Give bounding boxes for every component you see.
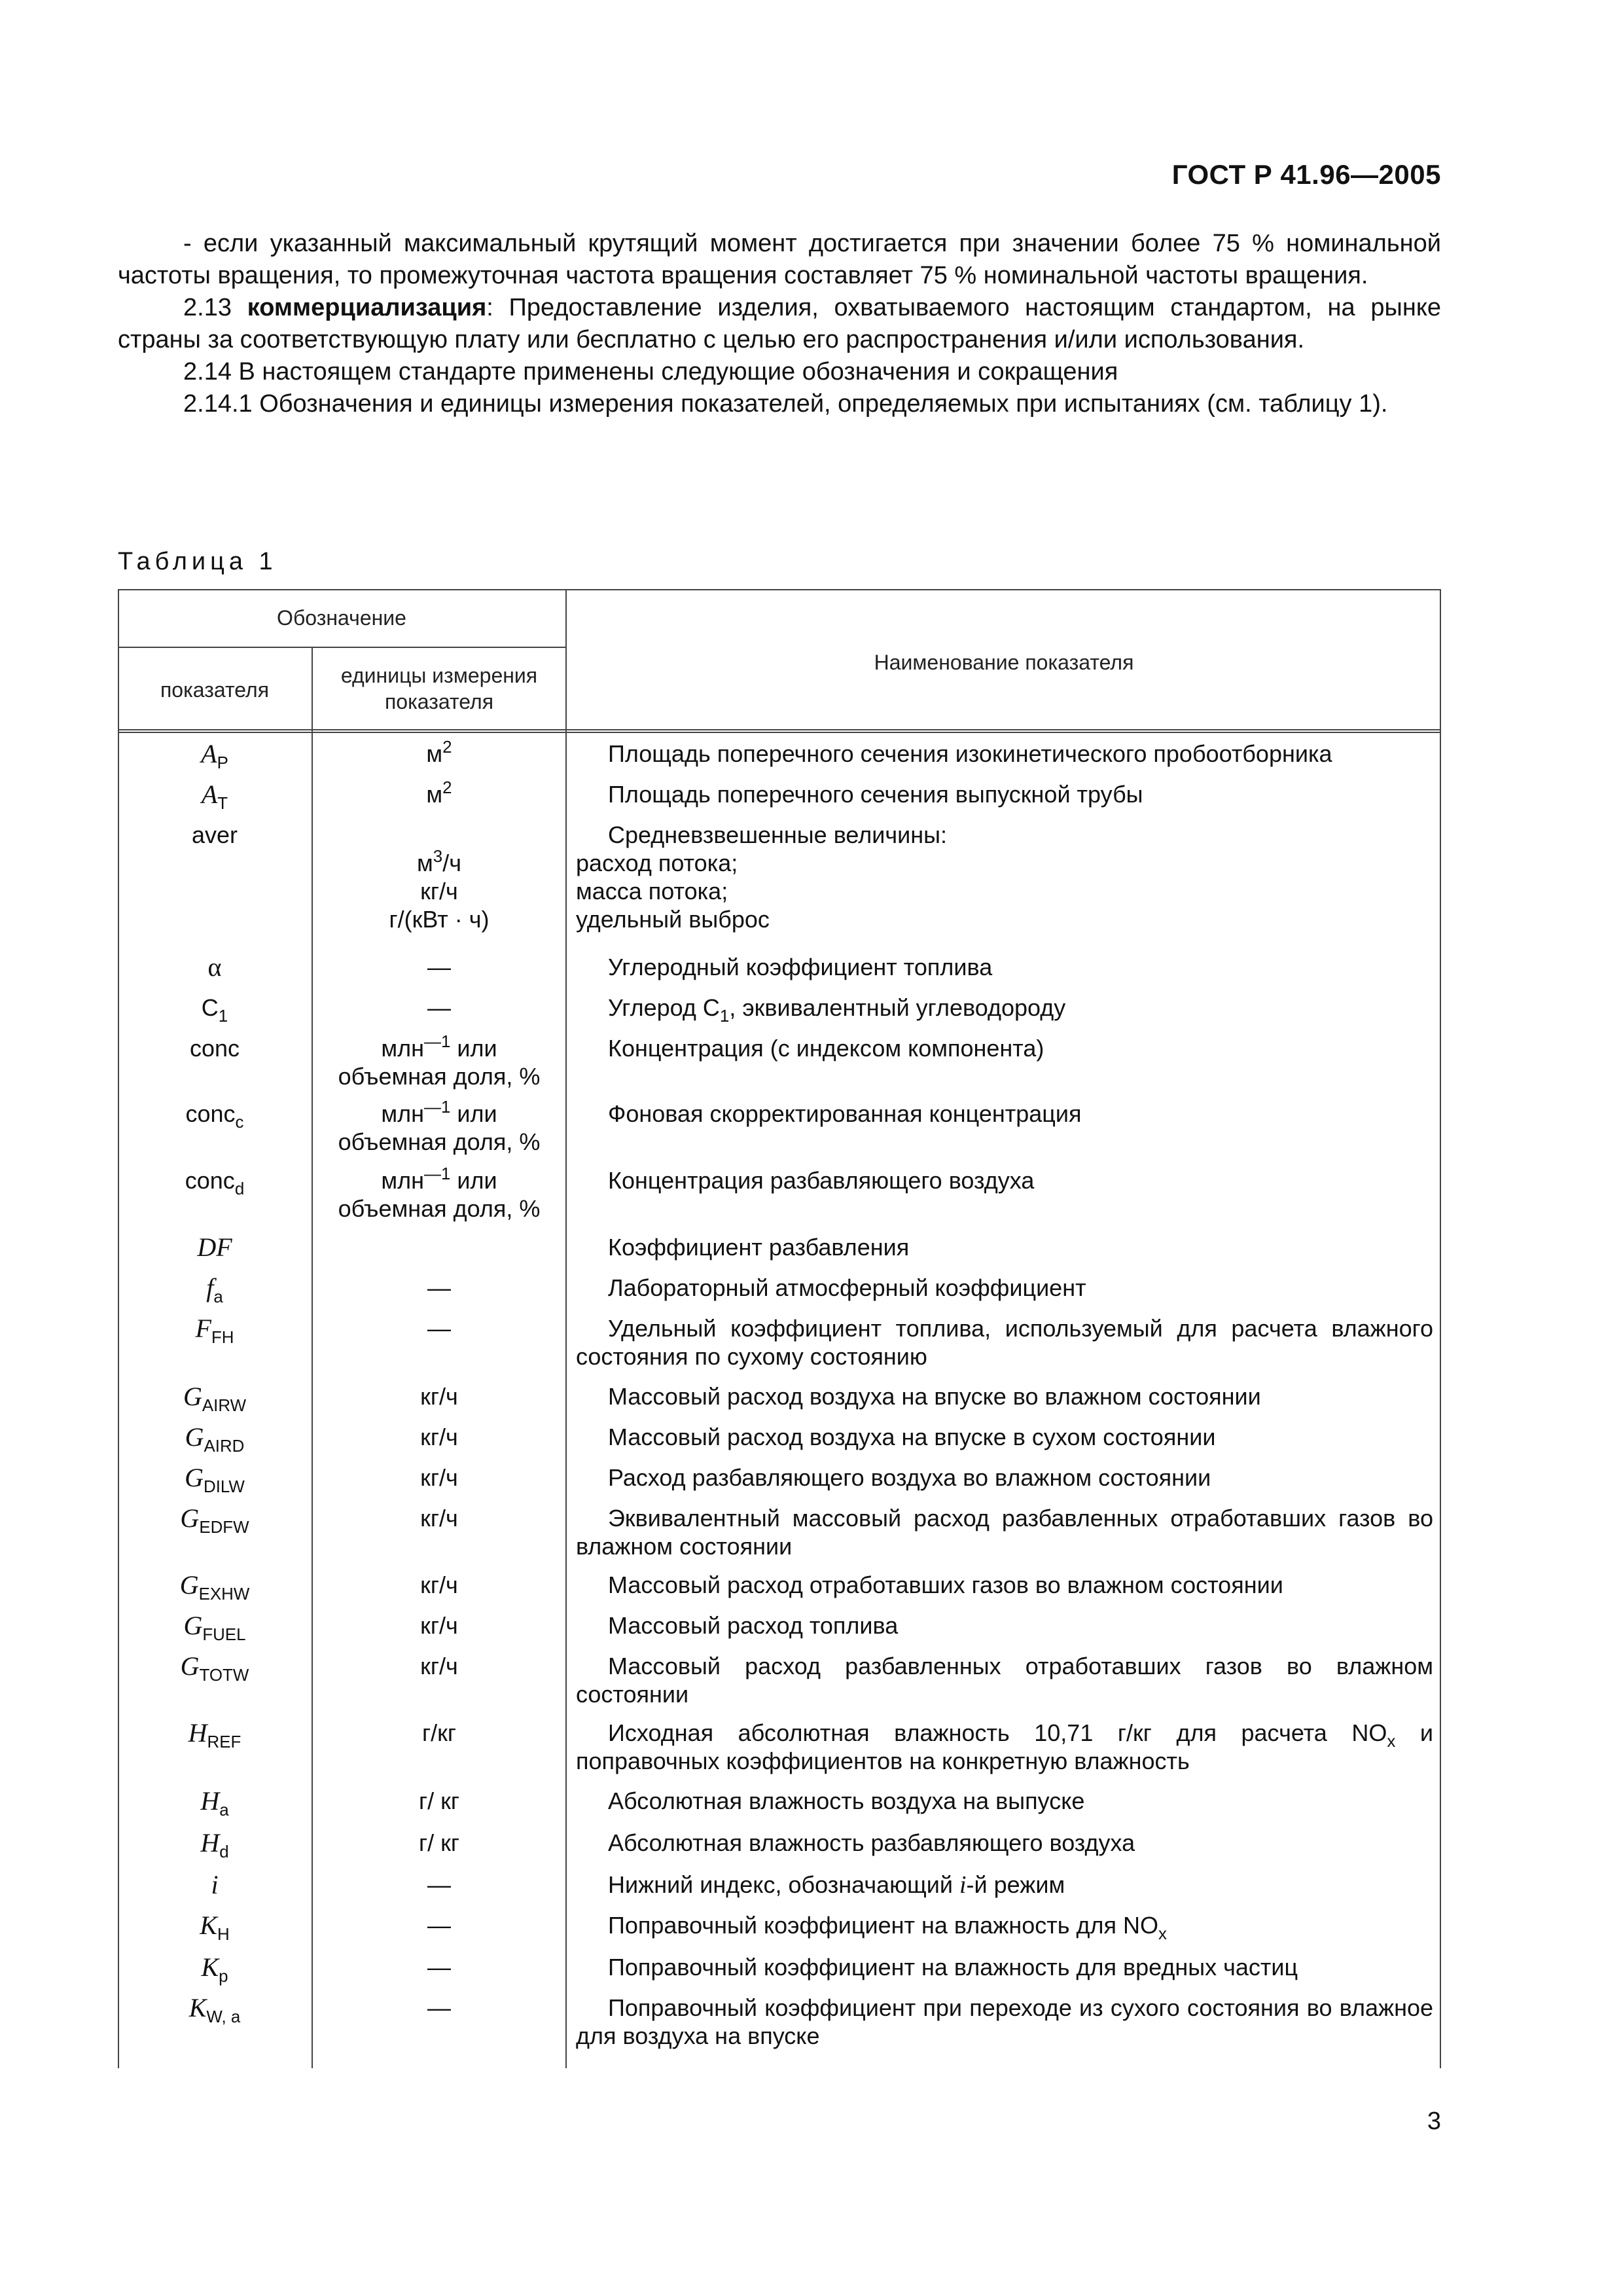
- description-cell: [576, 1382, 1433, 1410]
- unit-cell: [313, 1166, 565, 1223]
- unit-cell: —: [427, 1871, 451, 1898]
- symbol-cell: [118, 1570, 312, 1604]
- unit-cell: г/ кг: [418, 1787, 459, 1814]
- paragraph-units: 2.14.1 Обозначения и единицы измерения показателей, определяемых при испытаниях (см. таблицу 1).: [183, 390, 1388, 418]
- symbol-cell: [118, 1422, 312, 1456]
- column-divider: [565, 589, 567, 2068]
- symbol-base: G: [180, 1651, 200, 1681]
- description-cell: [576, 1787, 1433, 1815]
- unit-cell: [313, 821, 565, 933]
- symbol-subscript: DILW: [204, 1478, 245, 1497]
- unit-line: объемная доля, %: [338, 1195, 541, 1222]
- description-text: Коэффициент разбавления: [608, 1234, 910, 1261]
- symbol-subscript: TOTW: [199, 1666, 249, 1685]
- description-cell: [576, 1463, 1433, 1492]
- description-text: Массовый расход отработавших газов во влажном состоянии: [608, 1571, 1283, 1598]
- description-cell: [576, 780, 1433, 808]
- superscript: 3: [433, 847, 443, 866]
- symbol-subscript: a: [219, 1801, 229, 1820]
- description-text: Поправочный коэффициент на влажность для вредных частиц: [608, 1954, 1298, 1981]
- description-cell: [576, 1871, 1433, 1899]
- symbol-cell: [118, 1463, 312, 1497]
- symbol-cell: [118, 953, 312, 982]
- symbol-base: G: [180, 1503, 200, 1533]
- description-text: Эквивалентный массовый расход разбавленных отработавших газов во влажном состоянии: [576, 1505, 1433, 1560]
- unit-cell: кг/ч: [420, 1653, 458, 1679]
- superscript: —1: [424, 1098, 451, 1117]
- unit-line: млн$^{—1}$ или: [381, 1098, 497, 1127]
- symbol-base: aver: [191, 821, 238, 848]
- symbol-base: H: [200, 1786, 220, 1816]
- description-text: Фоновая скорректированная концентрация: [608, 1100, 1082, 1127]
- description-text: Углеродный коэффициент топлива: [608, 954, 993, 980]
- italic-text: i: [959, 1871, 967, 1899]
- unit-cell: г/кг: [421, 1719, 456, 1746]
- description-line: расход потока;: [576, 850, 738, 876]
- symbol-cell: [118, 1718, 312, 1752]
- unit-cell: кг/ч: [420, 1505, 458, 1532]
- symbol-cell: [118, 1034, 312, 1062]
- term-commercialization: коммерциализация: [247, 294, 487, 321]
- description-text: Нижний индекс, обозначающий i-й режим: [608, 1871, 1065, 1899]
- symbol-base: H: [200, 1828, 220, 1857]
- symbol-cell: [118, 821, 312, 849]
- symbol-cell: [118, 1993, 312, 2027]
- unit-cell: кг/ч: [420, 1464, 458, 1491]
- unit-cell: г/ кг: [418, 1829, 459, 1856]
- symbol-base: G: [179, 1570, 199, 1600]
- symbol-base: i: [211, 1870, 219, 1899]
- description-cell: [576, 1034, 1433, 1062]
- page-number: 3: [1427, 2108, 1441, 2135]
- description-text: Поправочный коэффициент при переходе из сухого состояния во влажное для воздуха на впуске: [576, 1994, 1433, 2049]
- unit-line: объемная доля, %: [338, 1063, 541, 1090]
- symbol-subscript: FUEL: [202, 1626, 246, 1645]
- description-line: Средневзвешенные величины:: [608, 821, 947, 848]
- subscript: x: [1158, 1925, 1167, 1944]
- description-cell: [576, 1504, 1433, 1560]
- description-text: Расход разбавляющего воздуха во влажном состоянии: [608, 1464, 1211, 1491]
- symbol-cell: [118, 1651, 312, 1685]
- symbol-base: conc: [189, 1035, 240, 1062]
- header-divider: [118, 647, 567, 648]
- unit-cell: $м^2$: [426, 738, 452, 767]
- header-indicator: показателя: [160, 678, 270, 702]
- description-text: Площадь поперечного сечения выпускной трубы: [608, 781, 1143, 808]
- unit-line: млн$^{—1}$ или: [381, 1032, 497, 1062]
- symbol-subscript: p: [219, 1967, 228, 1986]
- symbol-cell: [118, 1611, 312, 1645]
- description-text: Абсолютная влажность разбавляющего воздуха: [608, 1829, 1135, 1856]
- unit-line: млн$^{—1}$ или: [381, 1164, 497, 1194]
- symbol-base: G: [185, 1463, 204, 1492]
- unit-cell: —: [427, 1954, 451, 1981]
- description-cell: [576, 1423, 1433, 1451]
- symbol-cell: [118, 1166, 312, 1199]
- unit-cell: —: [427, 1912, 451, 1939]
- description-text: Лабораторный атмосферный коэффициент: [608, 1274, 1086, 1301]
- symbol-base: G: [183, 1611, 203, 1640]
- unit-cell: кг/ч: [420, 1424, 458, 1450]
- description-text: Исходная абсолютная влажность 10,71 г/кг для расчета $NO_x$ и поправочных коэффициентов на конкретную влажность: [576, 1719, 1433, 1774]
- symbol-subscript: d: [219, 1843, 229, 1862]
- description-text: Массовый расход топлива: [608, 1612, 899, 1639]
- symbol-cell: [118, 739, 312, 773]
- symbol-cell: [118, 1828, 312, 1862]
- symbol-subscript: REF: [207, 1733, 241, 1752]
- symbol-base: A: [201, 739, 217, 768]
- subscript: x: [1387, 1732, 1396, 1751]
- unit-cell: $м^2$: [426, 778, 452, 808]
- symbol-subscript: P: [217, 754, 228, 773]
- description-cell: [576, 1611, 1433, 1640]
- description-cell: [576, 953, 1433, 981]
- header-name: Наименование показателя: [874, 651, 1134, 674]
- symbol-subscript: EDFW: [199, 1518, 249, 1537]
- unit-cell: —: [427, 994, 451, 1021]
- symbol-cell: [118, 994, 312, 1026]
- paragraph-commercialization: [118, 292, 1441, 356]
- description-cell: [576, 1911, 1433, 1944]
- unit-cell: кг/ч: [420, 1383, 458, 1410]
- clause-number: 2.13: [183, 294, 232, 321]
- description-text: Поправочный коэффициент на влажность для $NO_x$: [608, 1912, 1167, 1944]
- symbol-base: F: [195, 1314, 211, 1343]
- symbol-subscript: 1: [218, 1007, 228, 1026]
- symbol-cell: [118, 780, 312, 814]
- description-cell: [576, 1829, 1433, 1857]
- description-text: Массовый расход воздуха на впуске в сухом состоянии: [608, 1424, 1216, 1450]
- symbol-base: C: [201, 994, 219, 1021]
- description-text: Площадь поперечного сечения изокинетического пробоотборника: [608, 740, 1332, 767]
- symbol-subscript: W, a: [206, 2008, 241, 2027]
- symbol-subscript: a: [213, 1288, 223, 1307]
- symbol-cell: [118, 1503, 312, 1537]
- header-double-rule: [118, 729, 1441, 733]
- unit-cell: —: [427, 1994, 451, 2021]
- symbol-base: conc: [185, 1167, 235, 1194]
- description-text: Удельный коэффициент топлива, используемый для расчета влажного состояния по сухому состоянию: [576, 1315, 1433, 1370]
- unit-cell: —: [427, 1315, 451, 1342]
- unit-line: объемная доля, %: [338, 1128, 541, 1155]
- symbol-subscript: FH: [211, 1329, 234, 1348]
- table-caption: Таблица 1: [118, 548, 277, 575]
- unit-line: г/(кВт · ч): [389, 906, 490, 933]
- designations-table: [118, 589, 1441, 2068]
- symbol-subscript: c: [235, 1113, 244, 1132]
- description-cell: [576, 1652, 1433, 1708]
- description-cell: [576, 740, 1433, 768]
- symbol-subscript: T: [217, 795, 228, 814]
- header-designation: Обозначение: [277, 606, 406, 630]
- unit-cell: кг/ч: [420, 1571, 458, 1598]
- superscript: —1: [424, 1164, 451, 1183]
- symbol-base: H: [188, 1718, 207, 1748]
- symbol-base: K: [201, 1952, 219, 1982]
- symbol-cell: [118, 1273, 312, 1307]
- symbol-subscript: H: [217, 1926, 230, 1945]
- unit-cell: —: [427, 1274, 451, 1301]
- description-cell: [576, 1314, 1433, 1371]
- unit-cell: [313, 1034, 565, 1090]
- description-cell: [576, 1274, 1433, 1302]
- symbol-base: α: [207, 952, 222, 982]
- unit-line: кг/ч: [420, 878, 458, 905]
- description-line: масса потока;: [576, 878, 728, 905]
- header-units: единицы измерения показателя: [340, 664, 538, 713]
- symbol-subscript: d: [234, 1180, 245, 1199]
- symbol-base: G: [183, 1382, 202, 1411]
- description-cell: [576, 1994, 1433, 2050]
- description-cell: [576, 1571, 1433, 1599]
- description-cell: [576, 1953, 1433, 1981]
- symbol-cell: [118, 1100, 312, 1132]
- description-text: Концентрация (с индексом компонента): [608, 1035, 1044, 1062]
- symbol-base: A: [201, 780, 218, 809]
- symbol-cell: [118, 1786, 312, 1820]
- symbol-base: K: [188, 1993, 207, 2022]
- description-text: Массовый расход разбавленных отработавших газов во влажном состоянии: [576, 1653, 1433, 1708]
- standard-id-header: ГОСТ Р 41.96—2005: [1171, 159, 1441, 190]
- symbol-base: G: [185, 1422, 204, 1452]
- description-cell: [576, 994, 1433, 1026]
- subscript: 1: [719, 1007, 730, 1026]
- symbol-subscript: AIRW: [202, 1397, 247, 1416]
- symbol-cell: [118, 1382, 312, 1416]
- unit-cell: кг/ч: [420, 1612, 458, 1639]
- symbol-base: DF: [197, 1232, 232, 1262]
- superscript: 2: [442, 778, 452, 797]
- symbol-cell: [118, 1910, 312, 1945]
- symbol-subscript: EXHW: [198, 1585, 250, 1604]
- unit-cell: [313, 1100, 565, 1156]
- symbol-base: conc: [185, 1100, 236, 1127]
- description-text: Массовый расход воздуха на впуске во влажном состоянии: [608, 1383, 1261, 1410]
- superscript: —1: [424, 1032, 451, 1051]
- symbol-cell: [118, 1871, 312, 1899]
- symbol-base: f: [206, 1273, 214, 1302]
- symbol-subscript: AIRD: [204, 1437, 245, 1456]
- term-definition: : Предоставление изделия, охватываемого настоящим стандартом, на рынке страны за соответствующую плату или бесплатно с целью его распространения и/или использования.: [118, 294, 1442, 353]
- symbol-cell: [118, 1314, 312, 1348]
- description-cell: [576, 1100, 1433, 1128]
- description-text: Абсолютная влажность воздуха на выпуске: [608, 1787, 1085, 1814]
- body-text: [118, 228, 1441, 420]
- description-cell: [576, 1166, 1433, 1194]
- superscript: 2: [442, 738, 452, 757]
- symbol-cell: [118, 1233, 312, 1262]
- paragraph-designations: 2.14 В настоящем стандарте применены следующие обозначения и сокращения: [183, 358, 1118, 386]
- paragraph-intermediate-speed: - если указанный максимальный крутящий момент достигается при значении более 75 % номинальной частоты вращения, то промежуточная частота вращения составляет 75 % номинальной частоты вращения.: [118, 230, 1441, 289]
- description-cell: [576, 1233, 1433, 1261]
- unit-cell: —: [427, 954, 451, 980]
- description-line: удельный выброс: [576, 906, 770, 933]
- unit-line: [313, 821, 565, 849]
- unit-line: $м^3/ч$: [417, 847, 461, 876]
- description-cell: [576, 1719, 1433, 1775]
- description-text: Углерод $C_1$, эквивалентный углеводороду: [608, 994, 1066, 1026]
- symbol-base: K: [200, 1910, 217, 1940]
- symbol-cell: [118, 1952, 312, 1986]
- description-cell: [576, 821, 1433, 933]
- description-text: Концентрация разбавляющего воздуха: [608, 1167, 1035, 1194]
